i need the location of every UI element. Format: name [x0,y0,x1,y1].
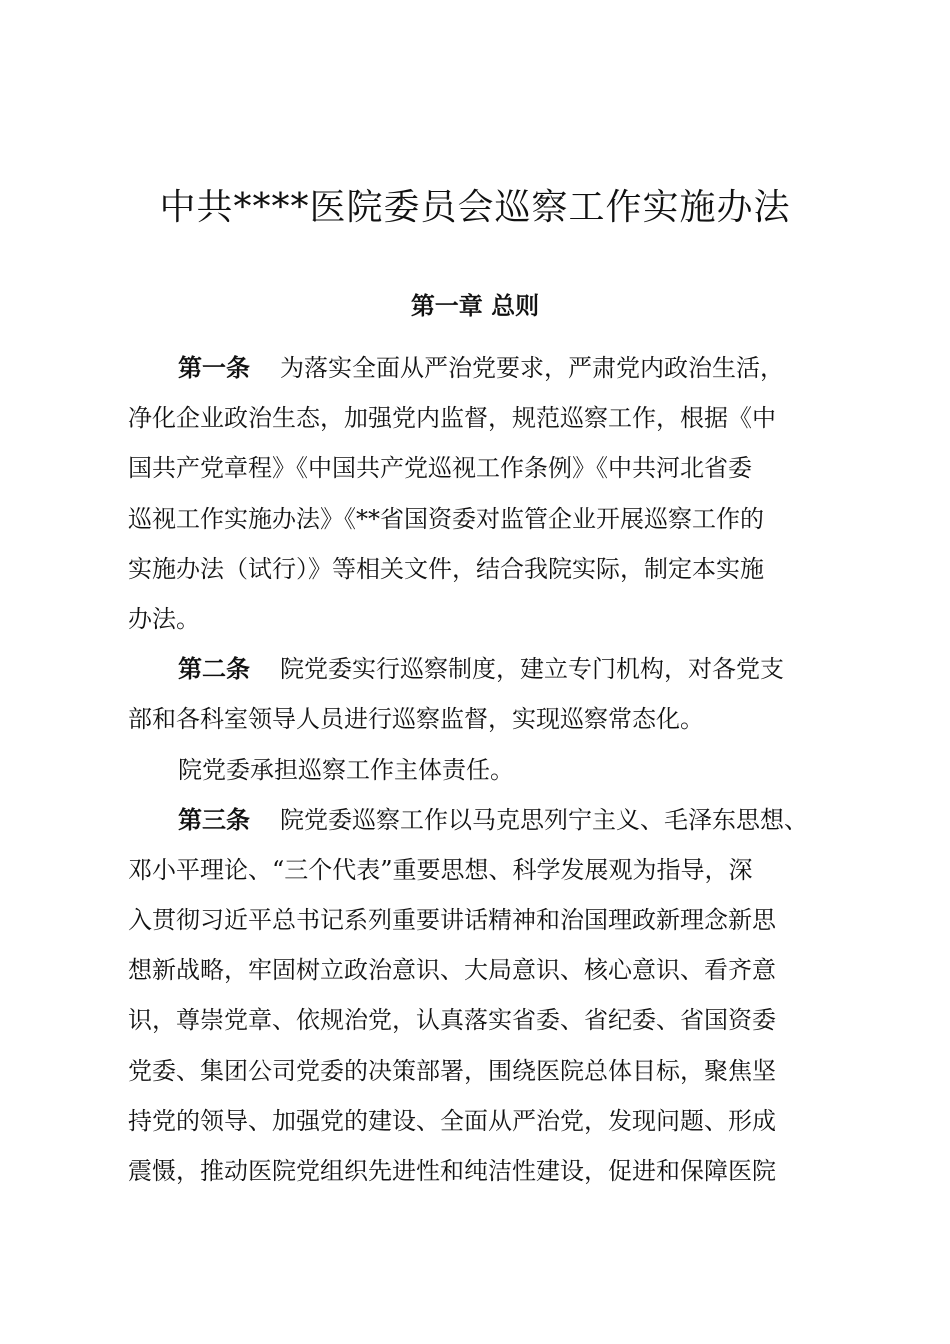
article-label: 第二条 [178,655,250,684]
line-text: 院党委实行巡察制度，建立专门机构，对各党支 [280,655,784,684]
paragraph-line: 净化企业政治生态，加强党内监督，规范巡察工作，根据《中 [128,404,776,433]
paragraph-line: 震慑，推动医院党组织先进性和纯洁性建设，促进和保障医院 [128,1157,776,1185]
paragraph-line: 实施办法（试行）》等相关文件，结合我院实际，制定本实施 [128,554,764,583]
document-title: 中共****医院委员会巡察工作实施办法 [159,187,791,228]
paragraph-line: 国共产党章程》《中国共产党巡视工作条例》《中共河北省委 [128,454,752,483]
article-label: 第一条 [178,354,250,382]
paragraph-line: 识，尊崇党章、依规治党，认真落实省委、省纪委、省国资委 [128,1006,776,1035]
chapter-heading: 第一章 总则 [410,292,540,320]
paragraph-line: 邓小平理论、“三个代表”重要思想、科学发展观为指导，深 [128,855,753,884]
paragraph-line: 入贯彻习近平总书记系列重要讲话精神和治国理政新理念新思 [128,906,776,935]
paragraph-line [128,644,848,694]
line-text: 院党委巡察工作以马克思列宁主义、毛泽东思想、 [280,805,808,834]
paragraph-line: 党委、集团公司党委的决策部署，围绕医院总体目标，聚焦坚 [128,1056,776,1085]
paragraph-line: 巡视工作实施办法》《**省国资委对监管企业开展巡察工作的 [128,504,764,533]
document-body [128,343,848,1196]
paragraph-line: 持党的领导、加强党的建设、全面从严治党，发现问题、形成 [128,1106,776,1135]
paragraph-line: 想新战略，牢固树立政治意识、大局意识、核心意识、看齐意 [128,956,776,985]
paragraph-line: 办法。 [128,604,200,633]
paragraph-line [128,343,848,393]
article-label: 第三条 [178,805,250,834]
paragraph-line [128,795,848,845]
paragraph-line: 部和各科室领导人员进行巡察监督，实现巡察常态化。 [128,705,704,734]
line-text: 为落实全面从严治党要求，严肃党内政治生活， [280,354,784,382]
paragraph-line: 院党委承担巡察工作主体责任。 [178,755,514,784]
